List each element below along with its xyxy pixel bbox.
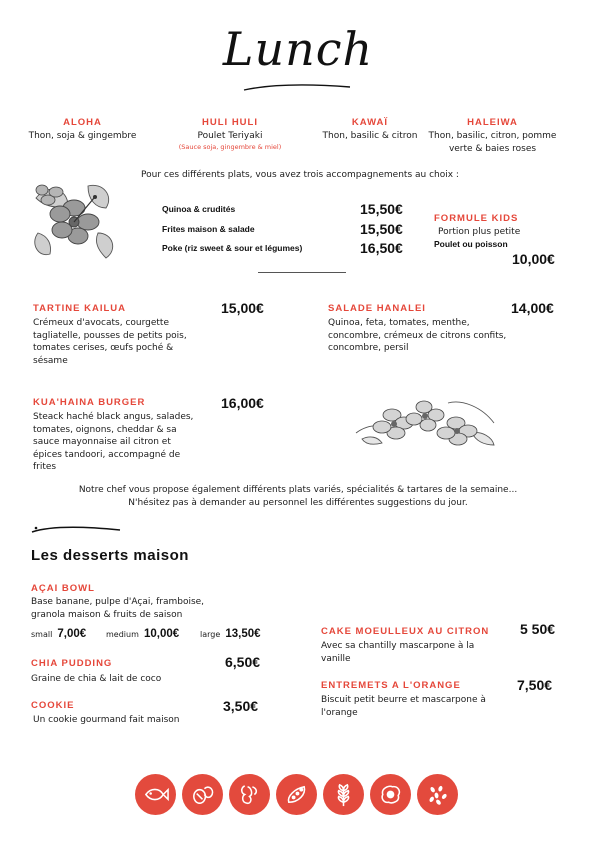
flowers-illustration	[352, 393, 500, 453]
size-price: 10,00€	[143, 628, 180, 640]
dessert-desc: Biscuit petit beurre et mascarpone à l'orange	[321, 695, 486, 718]
peanut-icon	[229, 774, 270, 815]
dessert-name: COOKIE	[31, 700, 75, 711]
dessert-name: AÇAI BOWL	[31, 583, 95, 594]
title-underline	[242, 80, 352, 94]
acai-size-large	[200, 622, 261, 642]
dessert-desc: Un cookie gourmand fait maison	[33, 715, 180, 725]
size-label: medium	[106, 630, 139, 639]
hibiscus-illustration	[28, 178, 120, 264]
acai-size-small	[31, 622, 86, 642]
formule-kids	[434, 213, 564, 267]
bowl-desc: Thon, basilic, citron, pomme verte & baies roses	[428, 131, 557, 154]
chef-note	[40, 484, 556, 509]
nuts-icon	[182, 774, 223, 815]
dish-desc: Crémeux d'avocats, courgette tagliatelle, pousses de petits pois, tomates cerises, œufs poché & sésame	[33, 318, 187, 366]
kids-line1: Portion plus petite	[438, 227, 521, 237]
size-label: small	[31, 630, 53, 639]
gluten-wheat-icon	[323, 774, 364, 815]
bowl-name: KAWAÏ	[351, 117, 389, 128]
bowl-aloha	[15, 117, 150, 143]
dish-price: 14,00€	[511, 300, 554, 316]
dessert-price: 5 50€	[520, 621, 556, 637]
dish-tartine	[33, 303, 193, 367]
bowl-desc: Thon, basilic & citron	[322, 131, 418, 141]
bowl-desc: Thon, soja & gingembre	[28, 131, 137, 141]
dish-price: 15,00€	[221, 300, 264, 316]
size-label: large	[200, 630, 221, 639]
size-price: 13,50€	[225, 628, 261, 640]
dish-salade	[328, 303, 513, 355]
bowl-note: (Sauce soja, gingembre & miel)	[178, 142, 282, 151]
dish-burger	[33, 397, 195, 474]
chef-note-line1: Notre chef vous propose également différents plats variés, spécialités & tartares de la semaine...	[78, 485, 518, 495]
dish-desc: Quinoa, feta, tomates, menthe, concombre, crémeux de citrons confits, concombre, persil	[328, 318, 507, 353]
size-price: 7,00€	[57, 628, 87, 640]
dessert-name: CHIA PUDDING	[31, 658, 113, 669]
bowl-huli-huli	[165, 117, 295, 151]
bowl-haleiwa	[425, 117, 560, 155]
accomp-option: Poke (riz sweet & sour et légumes)	[162, 243, 303, 253]
accomp-price: 16,50€	[360, 240, 403, 256]
dessert-price: 3,50€	[223, 698, 259, 714]
dessert-name: CAKE MOEULLEUX AU CITRON	[321, 626, 490, 637]
kids-title: FORMULE KIDS	[434, 213, 519, 224]
accomp-price: 15,50€	[360, 221, 403, 237]
bowl-desc: Poulet Teriyaki	[197, 131, 263, 141]
dessert-price: 6,50€	[225, 654, 261, 670]
dish-name: KUA'HAINA BURGER	[33, 397, 146, 408]
dessert-name: ENTREMETS A L'ORANGE	[321, 680, 461, 691]
dessert-acai	[31, 583, 221, 621]
sesame-icon	[417, 774, 458, 815]
dessert-entremets	[321, 680, 501, 719]
fish-icon	[135, 774, 176, 815]
divider	[258, 272, 346, 273]
dessert-chia	[31, 658, 221, 686]
section-swoosh	[30, 522, 122, 536]
dessert-cake	[321, 626, 506, 665]
dessert-desc: Base banane, pulpe d'Açai, framboise, granola maison & fruits de saison	[31, 597, 205, 620]
acai-size-medium	[106, 622, 179, 642]
page-title: Lunch	[222, 22, 374, 76]
dessert-desc: Graine de chia & lait de coco	[31, 674, 162, 684]
accomp-price: 15,50€	[360, 201, 403, 217]
accomp-option: Quinoa & crudités	[162, 204, 236, 214]
dish-price: 16,00€	[221, 395, 264, 411]
dessert-price: 7,50€	[517, 677, 553, 693]
accomp-intro: Pour ces différents plats, vous avez trois accompagnements au choix :	[141, 170, 459, 180]
accomp-option: Frites maison & salade	[162, 224, 255, 234]
kids-line2: Poulet ou poisson	[434, 238, 508, 249]
egg-icon	[370, 774, 411, 815]
dessert-desc: Avec sa chantilly mascarpone à la vanille	[321, 641, 475, 664]
chef-note-line2: N'hésitez pas à demander au personnel les différentes suggestions du jour.	[128, 497, 468, 508]
dish-desc: Steack haché black angus, salades, tomates, oignons, cheddar & sa sauce mayonnaise ail citron et épices tandoori, accompagné de frites	[33, 412, 194, 472]
bowl-name: HULI HULI	[202, 117, 258, 128]
bowl-kawai	[305, 117, 435, 143]
desserts-heading: Les desserts maison	[31, 547, 189, 564]
dessert-cookie	[31, 700, 221, 727]
soy-icon	[276, 774, 317, 815]
dish-name: SALADE HANALEI	[328, 303, 426, 314]
kids-price: 10,00€	[512, 250, 555, 267]
bowl-name: ALOHA	[63, 117, 102, 128]
dish-name: TARTINE KAILUA	[33, 303, 126, 314]
bowl-name: HALEIWA	[467, 117, 518, 128]
